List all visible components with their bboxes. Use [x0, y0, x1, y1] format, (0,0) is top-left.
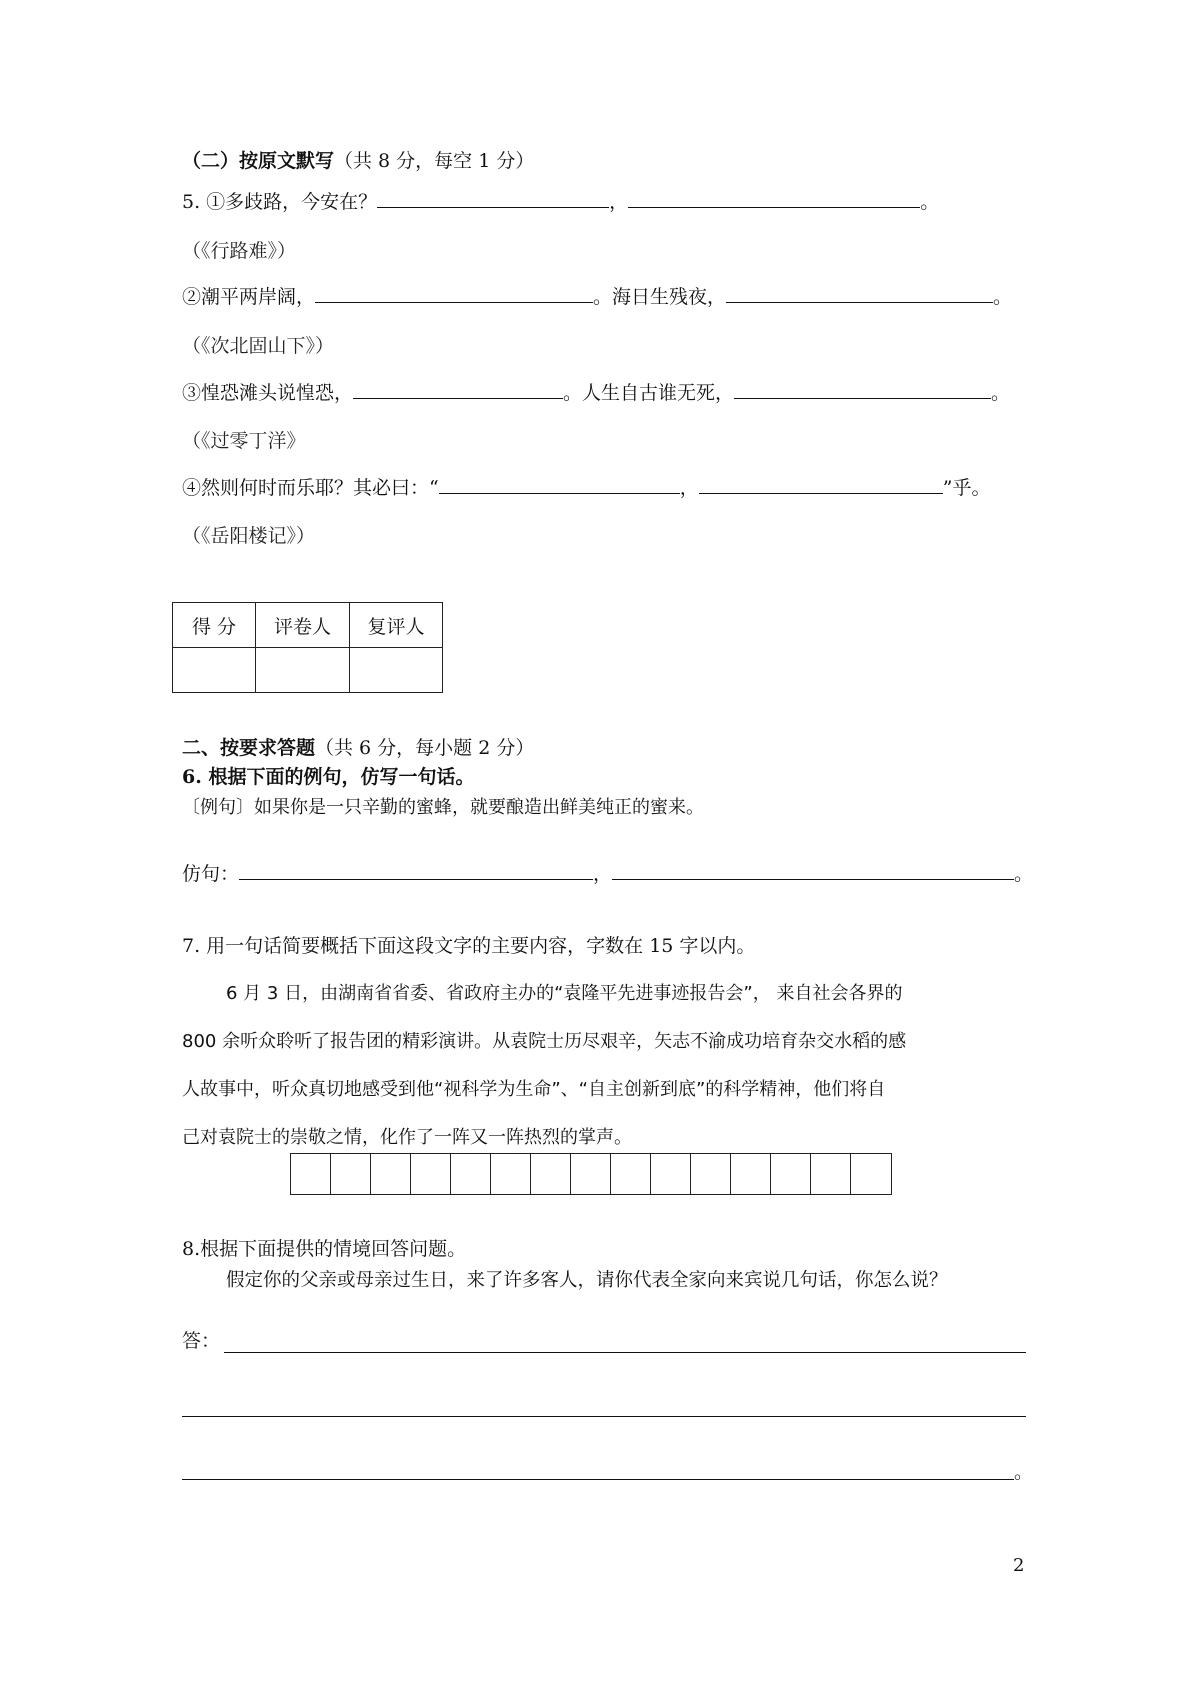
part2-heading-title: 二、按要求答题	[182, 737, 316, 759]
q5-blank-6[interactable]	[734, 380, 991, 399]
q5-line-3-text: ③惶恐滩头说惶恐，	[182, 382, 354, 404]
q5-end-1: 。	[920, 191, 940, 213]
q5-blank-4[interactable]	[726, 284, 993, 303]
q6-example: 〔例句〕如果你是一只辛勤的蜜蜂，就要酿造出鲜美纯正的蜜来。	[182, 797, 704, 818]
section-heading-points: （共 8 分，每空 1 分）	[334, 150, 535, 172]
q5-line-1	[182, 189, 939, 215]
q5-blank-7[interactable]	[439, 475, 680, 494]
q6-blank-2[interactable]	[612, 861, 1014, 880]
answer-grid-cell[interactable]	[451, 1154, 491, 1194]
q5-blank-2[interactable]	[628, 189, 920, 208]
q5-blank-5[interactable]	[353, 380, 563, 399]
q5-line-3	[182, 380, 1010, 406]
part2-heading	[182, 735, 534, 761]
section-heading	[182, 148, 534, 174]
q8-answer-line-3[interactable]	[182, 1479, 1014, 1480]
q7-paragraph-line-1: 6 月 3 日，由湖南省省委、省政府主办的“袁隆平先进事迹报告会”， 来自社会各界的	[226, 983, 903, 1004]
q6-answer-line	[182, 861, 1033, 887]
score-table	[172, 602, 443, 693]
q7-paragraph-line-4: 己对袁院士的崇敬之情，化作了一阵又一阵热烈的掌声。	[182, 1127, 632, 1148]
q8-answer-line-1[interactable]	[224, 1352, 1026, 1353]
score-header-score: 得 分	[173, 603, 256, 648]
q5-end-4: ”乎。	[942, 477, 991, 499]
score-cell-grader[interactable]	[256, 648, 350, 693]
q7-paragraph-line-3: 人故事中，听众真切地感受到他“视科学为生命”、“自主创新到底”的科学精神，他们将自	[182, 1079, 886, 1100]
q6-blank-1[interactable]	[239, 861, 593, 880]
q6-prompt: 6. 根据下面的例句，仿写一句话。	[182, 766, 475, 788]
q5-source-1: （《行路难》）	[182, 240, 297, 262]
answer-grid-cell[interactable]	[491, 1154, 531, 1194]
q5-line-4-text: ④然则何时而乐耶？其必曰：“	[182, 477, 439, 499]
q6-end: 。	[1014, 863, 1034, 885]
q5-line-3-mid: 。人生自古谁无死，	[563, 382, 735, 404]
q8-answer-label: 答：	[182, 1330, 221, 1352]
q6-answer-label: 仿句：	[182, 863, 240, 885]
q5-line-4-mid: ，	[679, 477, 699, 499]
q6-comma: ，	[593, 863, 613, 885]
q5-line-1-text: 5. ①多歧路，今安在？	[182, 191, 378, 213]
section-heading-title: （二）按原文默写	[182, 150, 335, 172]
q5-blank-8[interactable]	[699, 475, 943, 494]
page-number: 2	[1013, 1555, 1025, 1576]
q7-prompt: 7. 用一句话简要概括下面这段文字的主要内容，字数在 15 字以内。	[182, 935, 756, 957]
q5-end-2: 。	[993, 286, 1013, 308]
q5-line-2-text: ②潮平两岸阔，	[182, 286, 316, 308]
answer-grid-cell[interactable]	[611, 1154, 651, 1194]
answer-grid-cell[interactable]	[531, 1154, 571, 1194]
q5-end-3: 。	[991, 382, 1011, 404]
q5-source-3: （《过零丁洋》	[182, 430, 306, 452]
q8-answer-line-2[interactable]	[182, 1416, 1026, 1417]
answer-grid-cell[interactable]	[811, 1154, 851, 1194]
q8-scenario: 假定你的父亲或母亲过生日，来了许多客人，请你代表全家向来宾说几句话，你怎么说？	[226, 1270, 948, 1291]
part2-heading-points: （共 6 分，每小题 2 分）	[315, 737, 535, 759]
q5-source-2: （《次北固山下》）	[182, 335, 335, 357]
answer-grid-cell[interactable]	[571, 1154, 611, 1194]
q5-comma-1: ，	[609, 191, 629, 213]
q5-line-2-mid: 。海日生残夜，	[593, 286, 727, 308]
score-header-reviewer: 复评人	[350, 603, 443, 648]
q5-blank-1[interactable]	[377, 189, 609, 208]
answer-grid-cell[interactable]	[851, 1154, 891, 1194]
answer-grid-cell[interactable]	[651, 1154, 691, 1194]
q8-end: 。	[1014, 1461, 1034, 1483]
answer-grid-cell[interactable]	[691, 1154, 731, 1194]
score-cell-score[interactable]	[173, 648, 256, 693]
q7-paragraph-line-2: 800 余听众聆听了报告团的精彩演讲。从袁院士历尽艰辛，矢志不渝成功培育杂交水稻的感	[182, 1031, 907, 1052]
answer-grid-cell[interactable]	[331, 1154, 371, 1194]
answer-grid-cell[interactable]	[731, 1154, 771, 1194]
answer-grid-cell[interactable]	[291, 1154, 331, 1194]
q5-line-4	[182, 475, 990, 501]
answer-grid-cell[interactable]	[411, 1154, 451, 1194]
q5-source-4: （《岳阳楼记》）	[182, 525, 316, 547]
answer-grid-cell[interactable]	[371, 1154, 411, 1194]
score-header-grader: 评卷人	[256, 603, 350, 648]
answer-grid-cell[interactable]	[771, 1154, 811, 1194]
score-cell-reviewer[interactable]	[350, 648, 443, 693]
q5-blank-3[interactable]	[315, 284, 593, 303]
q7-answer-grid	[290, 1153, 892, 1195]
q5-line-2	[182, 284, 1012, 310]
q8-prompt: 8.根据下面提供的情境回答问题。	[182, 1238, 467, 1260]
